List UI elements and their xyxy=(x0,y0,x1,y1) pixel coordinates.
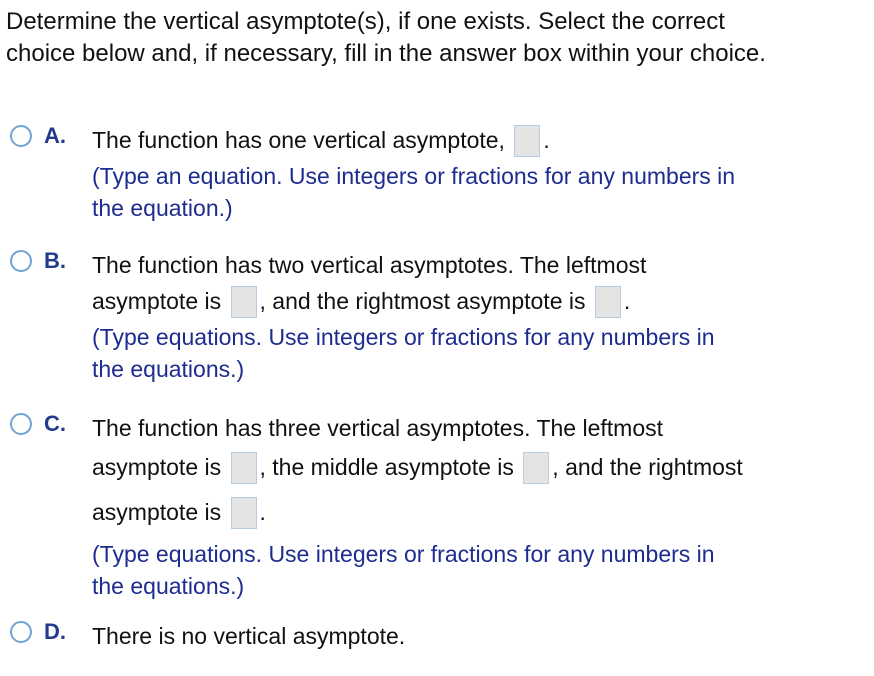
choice-c-middle-answer-box[interactable] xyxy=(523,452,549,484)
choice-a-text: The function has one vertical asymptote, xyxy=(92,127,505,153)
choice-b-rightmost-label: , and the rightmost asymptote is xyxy=(259,288,586,314)
choice-c-leftmost-answer-box[interactable] xyxy=(231,452,257,484)
choice-d-letter: D. xyxy=(44,619,66,644)
choice-c-line-1: The function has three vertical asymptotes. The leftmost xyxy=(92,415,664,441)
choice-c-leftmost-label: asymptote is xyxy=(92,454,222,480)
choice-b-hint xyxy=(92,321,857,385)
choice-b-line-1: The function has two vertical asymptotes. The leftmost xyxy=(92,252,647,278)
choice-b-letter: B. xyxy=(44,248,66,273)
choice-c-rightmost-label-2: asymptote is xyxy=(92,499,222,525)
choice-c-period: . xyxy=(259,499,266,525)
choice-a-line xyxy=(92,122,857,158)
choice-c-hint xyxy=(92,538,857,602)
choice-c-hint-line-1: (Type equations. Use integers or fractions for any numbers in xyxy=(92,541,715,567)
choice-b-hint-line-2: the equations.) xyxy=(92,356,245,382)
question-prompt xyxy=(6,6,866,70)
choice-b-leftmost-answer-box[interactable] xyxy=(231,286,257,318)
choice-d-body xyxy=(92,618,857,654)
choice-a-hint-line-1: (Type an equation. Use integers or fractions for any numbers in xyxy=(92,163,736,189)
choice-a-body xyxy=(92,122,857,224)
choice-b-period: . xyxy=(623,288,631,314)
choice-b-radio[interactable] xyxy=(10,250,32,272)
choice-c-radio[interactable] xyxy=(10,413,32,435)
choice-a-radio[interactable] xyxy=(10,125,32,147)
choice-a-answer-box[interactable] xyxy=(514,125,540,157)
choice-a-hint xyxy=(92,160,857,224)
choice-c-body xyxy=(92,410,857,602)
choice-c-letter: C. xyxy=(44,411,66,436)
choice-d-radio[interactable] xyxy=(10,621,32,643)
prompt-line-1: Determine the vertical asymptote(s), if one exists. Select the correct xyxy=(6,8,725,35)
choice-c-rightmost-label: , and the rightmost xyxy=(552,454,743,480)
choice-b-hint-line-1: (Type equations. Use integers or fractions for any numbers in xyxy=(92,324,715,350)
choice-a-period: . xyxy=(543,127,550,153)
choice-b-line-2 xyxy=(92,283,857,319)
choice-c-rightmost-answer-box[interactable] xyxy=(231,497,257,529)
prompt-line-2: choice below and, if necessary, fill in the answer box within your choice. xyxy=(6,40,766,67)
choice-a-letter: A. xyxy=(44,123,66,148)
choice-b-rightmost-answer-box[interactable] xyxy=(595,286,621,318)
choice-b-leftmost-label: asymptote is xyxy=(92,288,222,314)
choice-c-line-3 xyxy=(92,488,857,536)
choice-a-hint-line-2: the equation.) xyxy=(92,195,233,221)
choice-d-text: There is no vertical asymptote. xyxy=(92,623,406,649)
choice-c-hint-line-2: the equations.) xyxy=(92,573,245,599)
choice-c-line-2 xyxy=(92,446,857,488)
choice-c-middle-label: , the middle asymptote is xyxy=(259,454,514,480)
choice-b-body xyxy=(92,247,857,385)
